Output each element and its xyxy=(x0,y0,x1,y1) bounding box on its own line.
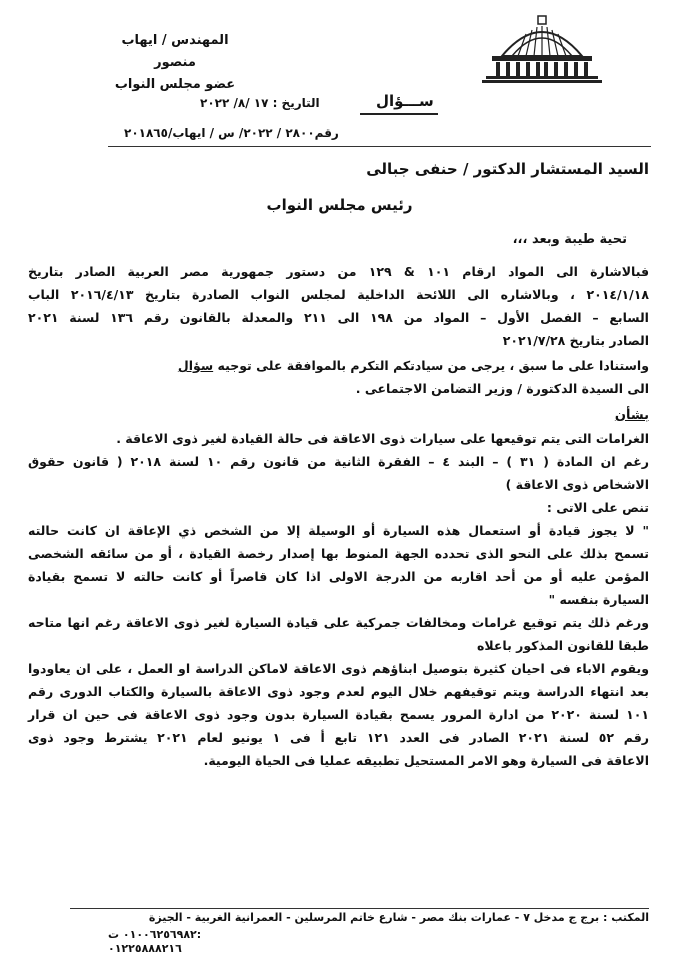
letter-body xyxy=(28,260,649,772)
mp-signature-block xyxy=(100,30,250,96)
body-line: ١٠١ لسنة ٢٠٢٠ من ادارة المرور يسمح بقيادة السيارة بدون وجود ذوى الاعاقة فى حين ان قرار xyxy=(28,707,649,722)
body-line: ٢٠١٤/١/١٨ ، وبالاشاره الى اللائحة الداخلية لمجلس النواب الصادرة بتاريخ ٢٠١٦/٤/١٣ الباب xyxy=(28,287,650,302)
request-text: واستنادا على ما سبق ، يرجى من سيادتكم التكرم بالموافقة على توجيه xyxy=(217,358,649,373)
quote-line: " لا يجوز قيادة أو استعمال هذه السيارة أو الوسيلة إلا من الشخص ذي الإعاقة ان كانت حالته xyxy=(28,523,649,538)
body-line: بعد انتهاء الدراسة ويتم توقيفهم خلال اليوم لعدم وجود ذوى الاعاقة بالسيارة والكتاب الدورى رقم xyxy=(28,684,649,699)
states-label: تنص على الاتى : xyxy=(546,500,649,515)
body-line: ورغم ذلك يتم توقيع غرامات ومخالفات جمركية على قيادة السيارة لغير ذوى الاعاقة رغم انها متاحه xyxy=(28,615,649,630)
greeting: تحية طيبة وبعد ،،، xyxy=(512,232,627,247)
question-underline xyxy=(360,113,438,115)
office-address: المكتب : برج ج مدخل ٧ - عمارات بنك مصر - شارع خاتم المرسلين - العمرانية الغربية - الجيزة xyxy=(148,911,649,924)
quote-line: السيارة بنفسه " xyxy=(548,592,649,607)
question-word: سؤال xyxy=(177,358,214,373)
mp-name: المهندس / ايهاب منصور xyxy=(121,33,229,70)
request-paragraph xyxy=(28,354,649,377)
question-label: ســـؤال xyxy=(376,92,434,110)
addressee: السيد المستشار الدكتور / حنفى جبالى xyxy=(366,160,649,178)
law-line: رغم ان المادة ( ٣١ ) – البند ٤ – الفقرة الثانية من قانون رقم ١٠ لسنة ٢٠١٨ ( قانون حقوق xyxy=(28,454,649,469)
footer-divider xyxy=(70,908,649,909)
body-line: الاعاقة فى السيارة وهو الامر المستحيل تطبيقه عمليا فى الحياة اليومية. xyxy=(203,753,649,768)
body-line: ويقوم الاباء فى احيان كثيرة بتوصيل ابناؤهم ذوى الاعاقة لاماكن الدراسة او العمل ، على ان يعاودوا xyxy=(28,661,649,676)
subject-label: بشأن xyxy=(614,408,649,423)
quote-line: تسمح بذلك على النحو الذى تحدده الجهة المنوط بها إصدار رخصة القيادة ، أو من سائقه الشخصى xyxy=(28,546,649,561)
parliament-dome-logo xyxy=(478,12,606,84)
phone-1: ٠١٠٠٦٢٥٦٩٨٢ xyxy=(122,928,197,941)
addressee-title: رئيس مجلس النواب xyxy=(266,196,413,214)
subject-text: الغرامات التى يتم توقيعها على سيارات ذوى الاعاقة فى حالة القيادة لغير ذوى الاعاقة . xyxy=(116,431,649,446)
phone-2: ٠١٢٢٥٨٨٨٢١٦ xyxy=(108,942,182,955)
mp-role: عضو مجلس النواب xyxy=(114,77,236,92)
body-line: الصادر بتاريخ ٢٠٢١/٧/٢٨ xyxy=(502,333,649,348)
body-line: طبقا للقانون المذكور باعلاه xyxy=(477,638,649,653)
document-date: التاريخ : ١٧ /٨/ ٢٠٢٢ xyxy=(200,96,320,110)
body-line: رقم ٥٢ لسنة ٢٠٢١ الصادر فى العدد ١٢١ تابع أ فى ١ يونيو لعام ٢٠٢١ يشترط وجود ذوى xyxy=(28,730,649,745)
law-line: الاشخاص ذوى الاعاقة ) xyxy=(505,477,649,492)
reference-number: رقم٢٨٠٠ / ٢٠٢٢/ س / ايهاب/٢٠١٨٦٥ xyxy=(124,126,339,140)
quote-line: المؤمن عليه أو من أحد اقاربه من الدرجة الاولى اذا كان قاصراً أو كانت حالته لا تسمح بقيادة xyxy=(28,569,649,584)
body-line: السابع – الفصل الأول – المواد من ١٩٨ الى ٢١١ والمعدلة بالقانون رقم ١٣٦ لسنة ٢٠٢١ xyxy=(28,310,649,325)
body-line: فبالاشارة الى المواد ارقام ١٠١ & ١٢٩ من دستور جمهورية مصر العربية الصادر بتاريخ xyxy=(28,264,650,279)
recipient-line: الى السيدة الدكتورة / وزير التضامن الاجتماعى . xyxy=(355,381,649,396)
phone-numbers xyxy=(108,928,201,956)
phone-label: ت: xyxy=(108,928,202,941)
header-divider xyxy=(108,146,651,147)
